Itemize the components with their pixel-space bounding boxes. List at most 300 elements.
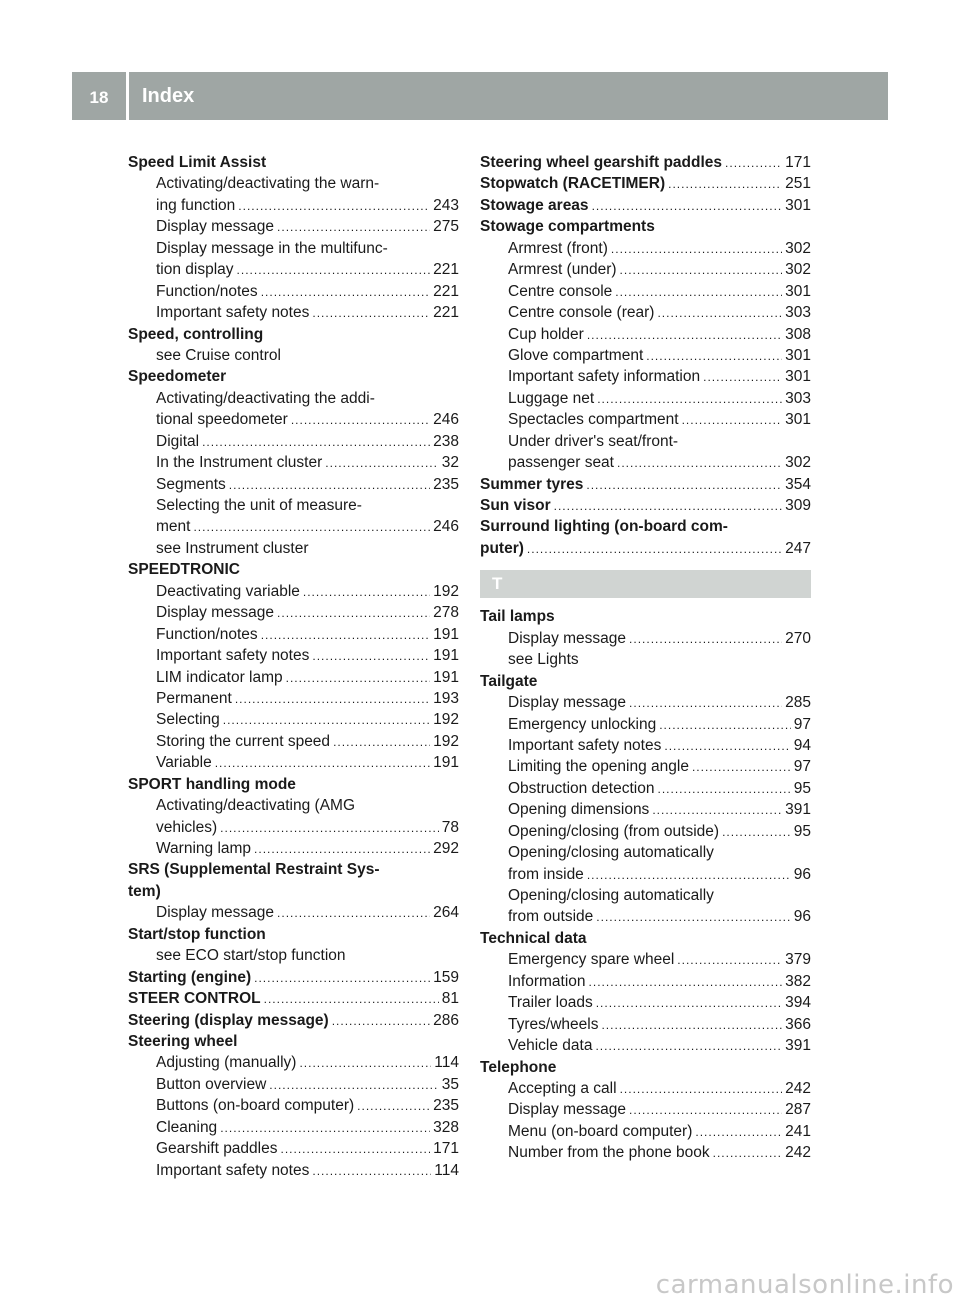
- index-subentry[interactable]: [480, 971, 811, 992]
- index-subentry: [128, 173, 459, 194]
- entry-text: Armrest (under): [508, 261, 617, 279]
- index-entry[interactable]: [128, 967, 459, 988]
- leader-dots: [277, 903, 430, 923]
- entry-text: tem): [128, 882, 161, 900]
- index-subentry[interactable]: [480, 1014, 811, 1035]
- page-reference[interactable]: 97: [793, 758, 811, 776]
- index-entry: [480, 216, 811, 237]
- leader-dots: [668, 174, 782, 194]
- entry-text: SPORT handling mode: [128, 775, 296, 793]
- page-reference[interactable]: 303: [785, 304, 811, 322]
- index-subentry[interactable]: [480, 799, 811, 820]
- index-subentry[interactable]: [480, 366, 811, 387]
- entry-text: see Instrument cluster: [156, 539, 309, 557]
- page-reference[interactable]: 391: [785, 801, 811, 819]
- page-reference[interactable]: 35: [441, 1075, 459, 1093]
- leader-dots: [202, 432, 430, 452]
- index-subentry[interactable]: [128, 1138, 459, 1159]
- page-reference[interactable]: 221: [433, 304, 459, 322]
- entry-text: Cup holder: [508, 325, 584, 343]
- index-entry: [480, 671, 811, 692]
- page-reference[interactable]: 292: [433, 840, 459, 857]
- entry-text: puter): [480, 539, 524, 557]
- index-subentry[interactable]: [480, 388, 811, 409]
- index-subentry[interactable]: [128, 902, 459, 923]
- leader-dots: [332, 1011, 430, 1031]
- leader-dots: [312, 646, 430, 666]
- entry-text: STEER CONTROL: [128, 990, 261, 1008]
- entry-text: Variable: [156, 754, 212, 772]
- entry-text: Cleaning: [156, 1118, 218, 1136]
- index-entry[interactable]: [480, 195, 811, 216]
- entry-text: Technical data: [480, 929, 587, 947]
- leader-dots: [629, 629, 782, 649]
- index-entry: [480, 516, 811, 537]
- page-reference[interactable]: 114: [434, 1161, 459, 1179]
- page-reference[interactable]: 78: [441, 818, 459, 836]
- index-subentry[interactable]: [128, 1074, 459, 1095]
- leader-dots: [303, 582, 430, 602]
- entry-text: Emergency spare wheel: [508, 951, 675, 969]
- page-reference[interactable]: 301: [785, 411, 811, 429]
- entry-text: Steering wheel: [128, 1032, 238, 1050]
- entry-text: see ECO start/stop function: [156, 947, 346, 965]
- page-reference[interactable]: 394: [785, 994, 811, 1012]
- index-subentry[interactable]: [480, 1142, 811, 1163]
- page-reference[interactable]: 354: [785, 475, 811, 493]
- entry-text: Sun visor: [480, 497, 551, 514]
- page-reference[interactable]: 302: [785, 261, 811, 279]
- leader-dots: [657, 779, 790, 799]
- leader-dots: [629, 1100, 782, 1120]
- leader-dots: [713, 1143, 783, 1163]
- watermark: carmanualsonline.info: [655, 1270, 954, 1300]
- index-subentry[interactable]: [480, 259, 811, 280]
- page-reference[interactable]: 95: [793, 779, 811, 797]
- index-entry[interactable]: [480, 474, 811, 495]
- index-subentry[interactable]: [128, 452, 459, 473]
- index-subentry[interactable]: [128, 602, 459, 623]
- entry-text: Important safety notes: [156, 1161, 310, 1179]
- leader-dots: [238, 196, 430, 216]
- entry-text: Speed, controlling: [128, 325, 264, 343]
- leader-dots: [220, 818, 439, 838]
- page-reference[interactable]: 301: [785, 282, 811, 300]
- entry-text: Steering (display message): [128, 1011, 329, 1029]
- index-subentry[interactable]: [128, 1117, 459, 1138]
- index-subentry[interactable]: [480, 864, 811, 885]
- entry-text: Glove compartment: [508, 346, 644, 364]
- page-reference[interactable]: 192: [433, 732, 459, 750]
- entry-text: Display message: [156, 904, 275, 922]
- index-entry[interactable]: [480, 495, 811, 516]
- index-subentry: [128, 945, 459, 966]
- index-subentry[interactable]: [128, 195, 459, 216]
- index-subentry[interactable]: [480, 949, 811, 970]
- page-reference[interactable]: 238: [433, 432, 459, 450]
- entry-text: Permanent: [156, 689, 232, 707]
- leader-dots: [586, 475, 782, 495]
- page-reference[interactable]: 302: [785, 239, 811, 257]
- index-subentry[interactable]: [128, 817, 459, 838]
- entry-text: Display message: [156, 218, 275, 236]
- entry-text: Deactivating variable: [156, 582, 300, 600]
- page-header: [72, 72, 888, 120]
- page-reference[interactable]: 303: [785, 389, 811, 407]
- entry-text: Display message: [508, 694, 627, 712]
- section-title: Index: [142, 85, 195, 107]
- page-reference[interactable]: 366: [785, 1015, 811, 1033]
- entry-text: Start/stop function: [128, 925, 266, 943]
- entry-text: Under driver's seat/front-: [508, 432, 679, 450]
- index-subentry[interactable]: [480, 756, 811, 777]
- entry-text: Display message: [156, 604, 275, 622]
- index-subentry[interactable]: [480, 906, 811, 927]
- entry-text: Opening/closing automatically: [508, 887, 714, 904]
- index-subentry: [480, 649, 811, 670]
- index-entry[interactable]: [128, 988, 459, 1009]
- entry-text: ing function: [156, 196, 236, 214]
- page-reference[interactable]: 221: [433, 282, 459, 300]
- index-subentry[interactable]: [128, 731, 459, 752]
- page-reference[interactable]: 96: [793, 908, 811, 926]
- index-subentry[interactable]: [128, 1095, 459, 1116]
- index-subentry[interactable]: [480, 628, 811, 649]
- index-subentry: [128, 388, 459, 409]
- index-subentry[interactable]: [128, 409, 459, 430]
- leader-dots: [646, 346, 782, 366]
- entry-text: LIM indicator lamp: [156, 668, 283, 686]
- index-entry[interactable]: [480, 538, 811, 559]
- index-entry: [128, 324, 459, 345]
- entry-text: Starting (engine): [128, 968, 252, 986]
- leader-dots: [596, 907, 790, 927]
- page-reference[interactable]: 191: [433, 625, 459, 643]
- leader-dots: [223, 710, 430, 730]
- entry-text: tional speedometer: [156, 411, 288, 429]
- entry-text: SPEEDTRONIC: [128, 561, 240, 579]
- entry-text: Speed Limit Assist: [128, 154, 267, 171]
- leader-dots: [264, 989, 439, 1009]
- index-subentry[interactable]: [128, 645, 459, 666]
- entry-text: passenger seat: [508, 454, 614, 472]
- entry-text: Armrest (front): [508, 239, 608, 257]
- index-entry: [480, 1057, 811, 1078]
- page-reference[interactable]: 382: [785, 972, 811, 990]
- leader-dots: [596, 993, 782, 1013]
- leader-dots: [592, 196, 783, 216]
- index-entry[interactable]: [128, 1010, 459, 1031]
- page-reference[interactable]: 270: [785, 629, 811, 647]
- page-reference[interactable]: 264: [433, 904, 459, 922]
- page-reference[interactable]: 275: [433, 218, 459, 236]
- leader-dots: [725, 153, 782, 173]
- leader-dots: [220, 1118, 430, 1138]
- entry-text: Stowage areas: [480, 196, 589, 214]
- page-reference[interactable]: 114: [434, 1054, 459, 1072]
- index-subentry: [480, 842, 811, 863]
- page-reference[interactable]: 242: [785, 1144, 811, 1162]
- index-subentry[interactable]: [480, 1035, 811, 1056]
- index-subentry: [480, 431, 811, 452]
- entry-text: see Cruise control: [156, 346, 281, 364]
- entry-text: Segments: [156, 475, 226, 493]
- index-subentry[interactable]: [128, 688, 459, 709]
- leader-dots: [325, 453, 438, 473]
- leader-dots: [357, 1096, 430, 1116]
- page-reference[interactable]: 159: [433, 968, 459, 986]
- index-subentry[interactable]: [480, 778, 811, 799]
- leader-dots: [261, 282, 430, 302]
- page-reference[interactable]: 285: [785, 694, 811, 712]
- leader-dots: [615, 282, 782, 302]
- index-subentry[interactable]: [480, 821, 811, 842]
- entry-text: Activating/deactivating (AMG: [156, 797, 356, 815]
- page-reference[interactable]: 301: [785, 346, 811, 364]
- page-reference[interactable]: 221: [433, 261, 459, 279]
- entry-text: Display message in the multifunc-: [156, 239, 388, 257]
- entry-text: Surround lighting (on-board com-: [480, 518, 728, 536]
- index-entry[interactable]: [480, 173, 811, 194]
- leader-dots: [333, 732, 430, 752]
- index-subentry[interactable]: [128, 216, 459, 237]
- entry-text: Gearshift paddles: [156, 1140, 278, 1158]
- leader-dots: [254, 839, 430, 859]
- page-reference[interactable]: 192: [433, 582, 459, 600]
- index-subentry: [128, 495, 459, 516]
- page-reference[interactable]: 246: [433, 518, 459, 536]
- index-column-left: [128, 152, 459, 1181]
- entry-text: Summer tyres: [480, 475, 584, 493]
- page-reference[interactable]: 243: [433, 196, 459, 214]
- entry-text: In the Instrument cluster: [156, 454, 323, 472]
- leader-dots: [261, 625, 430, 645]
- page-reference[interactable]: 301: [785, 196, 811, 214]
- page-reference[interactable]: 97: [793, 715, 811, 733]
- leader-dots: [722, 822, 791, 842]
- entry-text: vehicles): [156, 818, 218, 836]
- page-reference[interactable]: 287: [785, 1101, 811, 1119]
- entry-text: Activating/deactivating the warn-: [156, 175, 380, 193]
- index-entry: [128, 924, 459, 945]
- page-reference[interactable]: 95: [793, 822, 811, 840]
- page-reference[interactable]: 81: [441, 990, 459, 1008]
- index-subentry: [128, 238, 459, 259]
- entry-text: ment: [156, 518, 191, 536]
- entry-text: Selecting the unit of measure-: [156, 497, 362, 514]
- entry-text: Spectacles compartment: [508, 411, 679, 429]
- index-subentry[interactable]: [128, 1160, 459, 1181]
- entry-text: Display message: [508, 1101, 627, 1119]
- entry-text: from outside: [508, 908, 594, 926]
- page-reference[interactable]: 191: [433, 754, 459, 772]
- index-entry: [128, 559, 459, 580]
- page-reference[interactable]: 286: [433, 1011, 459, 1029]
- index-subentry: [480, 885, 811, 906]
- entry-text: Warning lamp: [156, 840, 252, 857]
- entry-text: Centre console: [508, 282, 613, 300]
- entry-text: Trailer loads: [508, 994, 593, 1012]
- page-reference[interactable]: 32: [441, 454, 459, 472]
- entry-text: Steering wheel gearshift paddles: [480, 154, 723, 171]
- page-reference[interactable]: 328: [433, 1118, 459, 1136]
- index-entry[interactable]: [480, 152, 811, 173]
- page-reference[interactable]: 191: [433, 668, 459, 686]
- index-subentry[interactable]: [480, 281, 811, 302]
- page-reference[interactable]: 193: [433, 689, 459, 707]
- index-subentry[interactable]: [128, 624, 459, 645]
- page-reference[interactable]: 241: [785, 1122, 811, 1140]
- page-reference[interactable]: 246: [433, 411, 459, 429]
- index-entry: [128, 152, 459, 173]
- entry-text: Storing the current speed: [156, 732, 331, 750]
- entry-text: Tyres/wheels: [508, 1015, 599, 1033]
- leader-dots: [254, 968, 430, 988]
- entry-text: Opening/closing (from outside): [508, 822, 720, 840]
- page-reference[interactable]: 171: [785, 154, 811, 171]
- entry-text: tion display: [156, 261, 234, 279]
- leader-dots: [659, 715, 791, 735]
- index-subentry[interactable]: [128, 838, 459, 859]
- page-reference[interactable]: 192: [433, 711, 459, 729]
- index-subentry[interactable]: [480, 1121, 811, 1142]
- leader-dots: [657, 303, 782, 323]
- leader-dots: [703, 367, 782, 387]
- index-subentry[interactable]: [480, 992, 811, 1013]
- entry-text: Number from the phone book: [508, 1144, 710, 1162]
- index-entry: [128, 881, 459, 902]
- index-subentry[interactable]: [480, 735, 811, 756]
- index-subentry[interactable]: [480, 452, 811, 473]
- page-reference[interactable]: 391: [785, 1037, 811, 1055]
- page-reference[interactable]: 235: [433, 475, 459, 493]
- entry-text: Adjusting (manually): [156, 1054, 297, 1072]
- leader-dots: [695, 1122, 782, 1142]
- index-subentry[interactable]: [128, 709, 459, 730]
- index-subentry[interactable]: [128, 302, 459, 323]
- index-subentry[interactable]: [480, 714, 811, 735]
- entry-text: Emergency unlocking: [508, 715, 657, 733]
- leader-dots: [237, 260, 431, 280]
- page-number: 18: [89, 88, 109, 107]
- leader-dots: [677, 950, 782, 970]
- index-subentry[interactable]: [128, 581, 459, 602]
- leader-dots: [652, 800, 782, 820]
- entry-text: Tailgate: [480, 672, 538, 690]
- index-letter-heading: T: [480, 570, 811, 598]
- index-entry: [128, 366, 459, 387]
- page-reference[interactable]: 379: [785, 951, 811, 969]
- leader-dots: [620, 1079, 783, 1099]
- entry-text: Opening/closing automatically: [508, 844, 714, 862]
- page-reference[interactable]: 302: [785, 454, 811, 472]
- leader-dots: [193, 517, 430, 537]
- leader-dots: [281, 1139, 431, 1159]
- leader-dots: [269, 1075, 438, 1095]
- entry-text: Activating/deactivating the addi-: [156, 389, 375, 407]
- leader-dots: [617, 453, 782, 473]
- leader-dots: [215, 753, 430, 773]
- leader-dots: [277, 603, 430, 623]
- index-subentry[interactable]: [480, 409, 811, 430]
- page-reference[interactable]: 278: [433, 604, 459, 622]
- entry-text: Function/notes: [156, 625, 258, 643]
- page-reference[interactable]: 251: [785, 175, 811, 193]
- entry-text: Digital: [156, 432, 200, 450]
- index-subentry[interactable]: [480, 324, 811, 345]
- entry-text: Stowage compartments: [480, 218, 655, 236]
- entry-text: Buttons (on-board computer): [156, 1097, 355, 1115]
- page-reference[interactable]: 235: [433, 1097, 459, 1115]
- leader-dots: [595, 1036, 782, 1056]
- entry-text: Accepting a call: [508, 1079, 617, 1097]
- index-subentry[interactable]: [128, 259, 459, 280]
- index-subentry[interactable]: [480, 692, 811, 713]
- leader-dots: [291, 410, 430, 430]
- entry-text: SRS (Supplemental Restraint Sys-: [128, 861, 380, 879]
- page-reference[interactable]: 242: [785, 1079, 811, 1097]
- index-subentry[interactable]: [480, 1099, 811, 1120]
- index-subentry[interactable]: [128, 516, 459, 537]
- entry-text: Telephone: [480, 1058, 557, 1076]
- leader-dots: [235, 689, 430, 709]
- leader-dots: [554, 496, 782, 516]
- leader-dots: [597, 389, 782, 409]
- page-reference[interactable]: 96: [793, 865, 811, 883]
- index-subentry[interactable]: [480, 1078, 811, 1099]
- leader-dots: [299, 1053, 431, 1073]
- leader-dots: [611, 239, 782, 259]
- leader-dots: [589, 972, 783, 992]
- index-subentry[interactable]: [128, 752, 459, 773]
- page-reference[interactable]: 94: [793, 736, 811, 754]
- page-reference[interactable]: 247: [785, 539, 811, 557]
- page-reference[interactable]: 301: [785, 368, 811, 386]
- entry-text: Stopwatch (RACETIMER): [480, 175, 666, 193]
- leader-dots: [664, 736, 790, 756]
- entry-text: Important safety notes: [156, 304, 310, 322]
- leader-dots: [312, 303, 430, 323]
- index-subentry[interactable]: [128, 667, 459, 688]
- entry-text: Speedometer: [128, 368, 227, 386]
- page-reference[interactable]: 309: [785, 497, 811, 514]
- leader-dots: [527, 539, 782, 559]
- leader-dots: [587, 865, 791, 885]
- leader-dots: [629, 693, 782, 713]
- leader-dots: [692, 757, 791, 777]
- index-entry: [480, 928, 811, 949]
- index-subentry: [128, 345, 459, 366]
- entry-text: Limiting the opening angle: [508, 758, 689, 776]
- index-subentry[interactable]: [480, 238, 811, 259]
- index-subentry[interactable]: [128, 281, 459, 302]
- page-reference[interactable]: 308: [785, 325, 811, 343]
- page-reference[interactable]: 191: [433, 647, 459, 665]
- entry-text: Button overview: [156, 1075, 267, 1093]
- entry-text: Information: [508, 972, 586, 990]
- index-subentry[interactable]: [128, 1052, 459, 1073]
- index-subentry[interactable]: [480, 345, 811, 366]
- entry-text: Important safety information: [508, 368, 701, 386]
- entry-text: see Lights: [508, 651, 579, 669]
- index-subentry[interactable]: [128, 474, 459, 495]
- entry-text: Centre console (rear): [508, 304, 655, 322]
- leader-dots: [601, 1015, 782, 1035]
- leader-dots: [286, 668, 430, 688]
- page-reference[interactable]: 171: [433, 1140, 459, 1158]
- index-subentry[interactable]: [480, 302, 811, 323]
- index-subentry[interactable]: [128, 431, 459, 452]
